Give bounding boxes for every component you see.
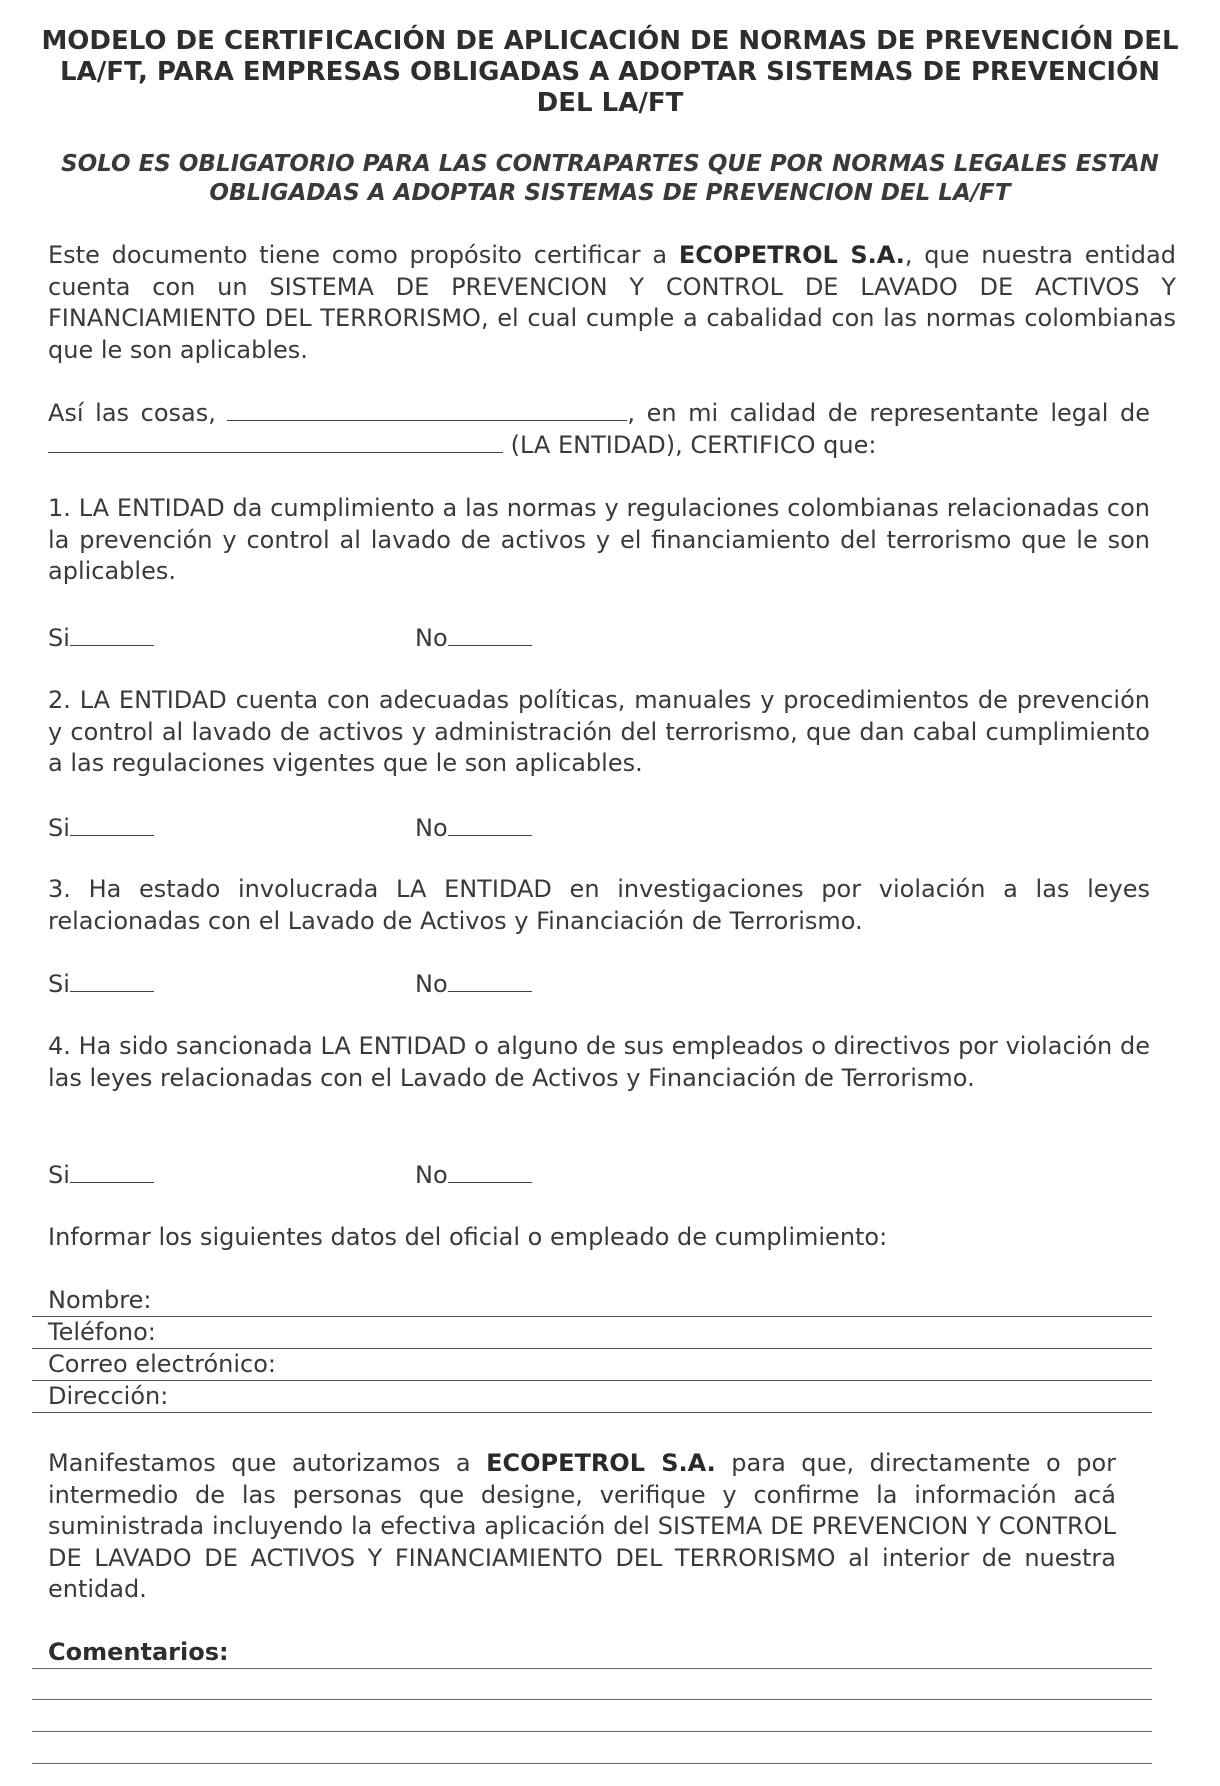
officer-intro: Informar los siguientes datos del oficial o empleado de cumplimiento: <box>48 1223 888 1251</box>
no-label: No <box>415 624 448 652</box>
representative-name-blank[interactable] <box>227 400 627 421</box>
question-1-yes[interactable] <box>48 623 154 653</box>
yes-blank[interactable] <box>70 625 154 646</box>
entity-name-blank[interactable] <box>48 432 503 453</box>
question-4-answers <box>48 1160 1176 1192</box>
question-3-yes[interactable] <box>48 969 154 999</box>
officer-email-field[interactable] <box>32 1348 1152 1381</box>
no-label: No <box>415 1161 448 1189</box>
authorization-text-2: para que, directamente o por intermedio de las personas que designe, verifique y confirme la información acá suministrada incluyendo la efectiva aplicación del SISTEMA DE PREVENCION Y CONTROL DE LAVADO DE ACTIVOS Y FINANCIAMIENTO DEL TERRORISMO al interior de nuestra entidad. <box>48 1449 1116 1603</box>
intro-company-name: ECOPETROL S.A. <box>678 241 905 269</box>
no-blank[interactable] <box>448 815 532 836</box>
no-label: No <box>415 970 448 998</box>
intro-text-1: Este documento tiene como propósito certificar a <box>48 241 679 269</box>
yes-blank[interactable] <box>70 971 154 992</box>
representative-text-3: (LA ENTIDAD), CERTIFICO que: <box>503 430 877 459</box>
question-2: 2. LA ENTIDAD cuenta con adecuadas políticas, manuales y procedimientos de prevención y control al lavado de activos y administración del terrorismo, que dan cabal cumplimiento a las regulaciones vigentes que le son aplicables. <box>48 686 1150 777</box>
no-blank[interactable] <box>448 971 532 992</box>
document-title: MODELO DE CERTIFICACIÓN DE APLICACIÓN DE NORMAS DE PREVENCIÓN DEL LA/FT, PARA EMPRESAS OBLIGADAS A ADOPTAR SISTEMAS DE PREVENCIÓN DEL LA/FT <box>41 26 1179 118</box>
no-blank[interactable] <box>448 625 532 646</box>
no-label: No <box>415 814 448 842</box>
question-3-answers <box>48 969 1176 1001</box>
question-1: 1. LA ENTIDAD da cumplimiento a las normas y regulaciones colombianas relacionadas con la prevención y control al lavado de activos y el financiamiento del terrorismo que le son aplicables. <box>48 494 1150 585</box>
comment-line-2[interactable] <box>32 1699 1152 1700</box>
intro-paragraph <box>48 240 1176 366</box>
officer-address-field[interactable] <box>32 1380 1152 1413</box>
question-2-answers <box>48 813 1176 845</box>
question-1-answers <box>48 623 1176 655</box>
authorization-company-name: ECOPETROL S.A. <box>486 1449 716 1477</box>
officer-name-label: Nombre: <box>48 1286 152 1314</box>
question-4: 4. Ha sido sancionada LA ENTIDAD o alguno de sus empleados o directivos por violación de las leyes relacionadas con el Lavado de Activos y Financiación de Terrorismo. <box>48 1032 1150 1092</box>
question-3: 3. Ha estado involucrada LA ENTIDAD en investigaciones por violación a las leyes relacionadas con el Lavado de Activos y Financiación de Terrorismo. <box>48 875 1150 935</box>
question-4-no[interactable] <box>415 1160 532 1190</box>
question-4-yes[interactable] <box>48 1160 154 1190</box>
officer-email-label: Correo electrónico: <box>48 1350 276 1378</box>
representative-text-1: Así las cosas, <box>48 399 228 427</box>
question-2-no[interactable] <box>415 813 532 843</box>
comments-label: Comentarios: <box>48 1638 229 1666</box>
officer-address-label: Dirección: <box>48 1382 169 1410</box>
representative-paragraph <box>48 398 1150 461</box>
yes-label: Si <box>48 970 70 998</box>
comment-line-1[interactable] <box>32 1668 1152 1669</box>
yes-blank[interactable] <box>70 1162 154 1183</box>
yes-label: Si <box>48 1161 70 1189</box>
question-2-yes[interactable] <box>48 813 154 843</box>
question-1-no[interactable] <box>415 623 532 653</box>
yes-blank[interactable] <box>70 815 154 836</box>
comment-line-4[interactable] <box>32 1763 1152 1764</box>
officer-phone-field[interactable] <box>32 1316 1152 1349</box>
officer-name-field[interactable] <box>32 1284 1152 1317</box>
officer-phone-label: Teléfono: <box>48 1318 156 1346</box>
document-subtitle: SOLO ES OBLIGATORIO PARA LAS CONTRAPARTES QUE POR NORMAS LEGALES ESTAN OBLIGADAS A ADOPTAR SISTEMAS DE PREVENCION DEL LA/FT <box>61 151 1159 206</box>
no-blank[interactable] <box>448 1162 532 1183</box>
authorization-paragraph <box>48 1448 1116 1606</box>
comment-line-3[interactable] <box>32 1731 1152 1732</box>
authorization-text-1: Manifestamos que autorizamos a <box>48 1449 487 1477</box>
intro-text-2: , que nuestra entidad cuenta con un SISTEMA DE PREVENCION Y CONTROL DE LAVADO DE ACTIVOS Y FINANCIAMIENTO DEL TERRORISMO, el cual cumple a cabalidad con las normas colombianas que le son aplicables. <box>48 241 1176 364</box>
yes-label: Si <box>48 624 70 652</box>
yes-label: Si <box>48 814 70 842</box>
question-3-no[interactable] <box>415 969 532 999</box>
representative-text-2: , en mi calidad de representante legal de <box>627 399 1150 427</box>
